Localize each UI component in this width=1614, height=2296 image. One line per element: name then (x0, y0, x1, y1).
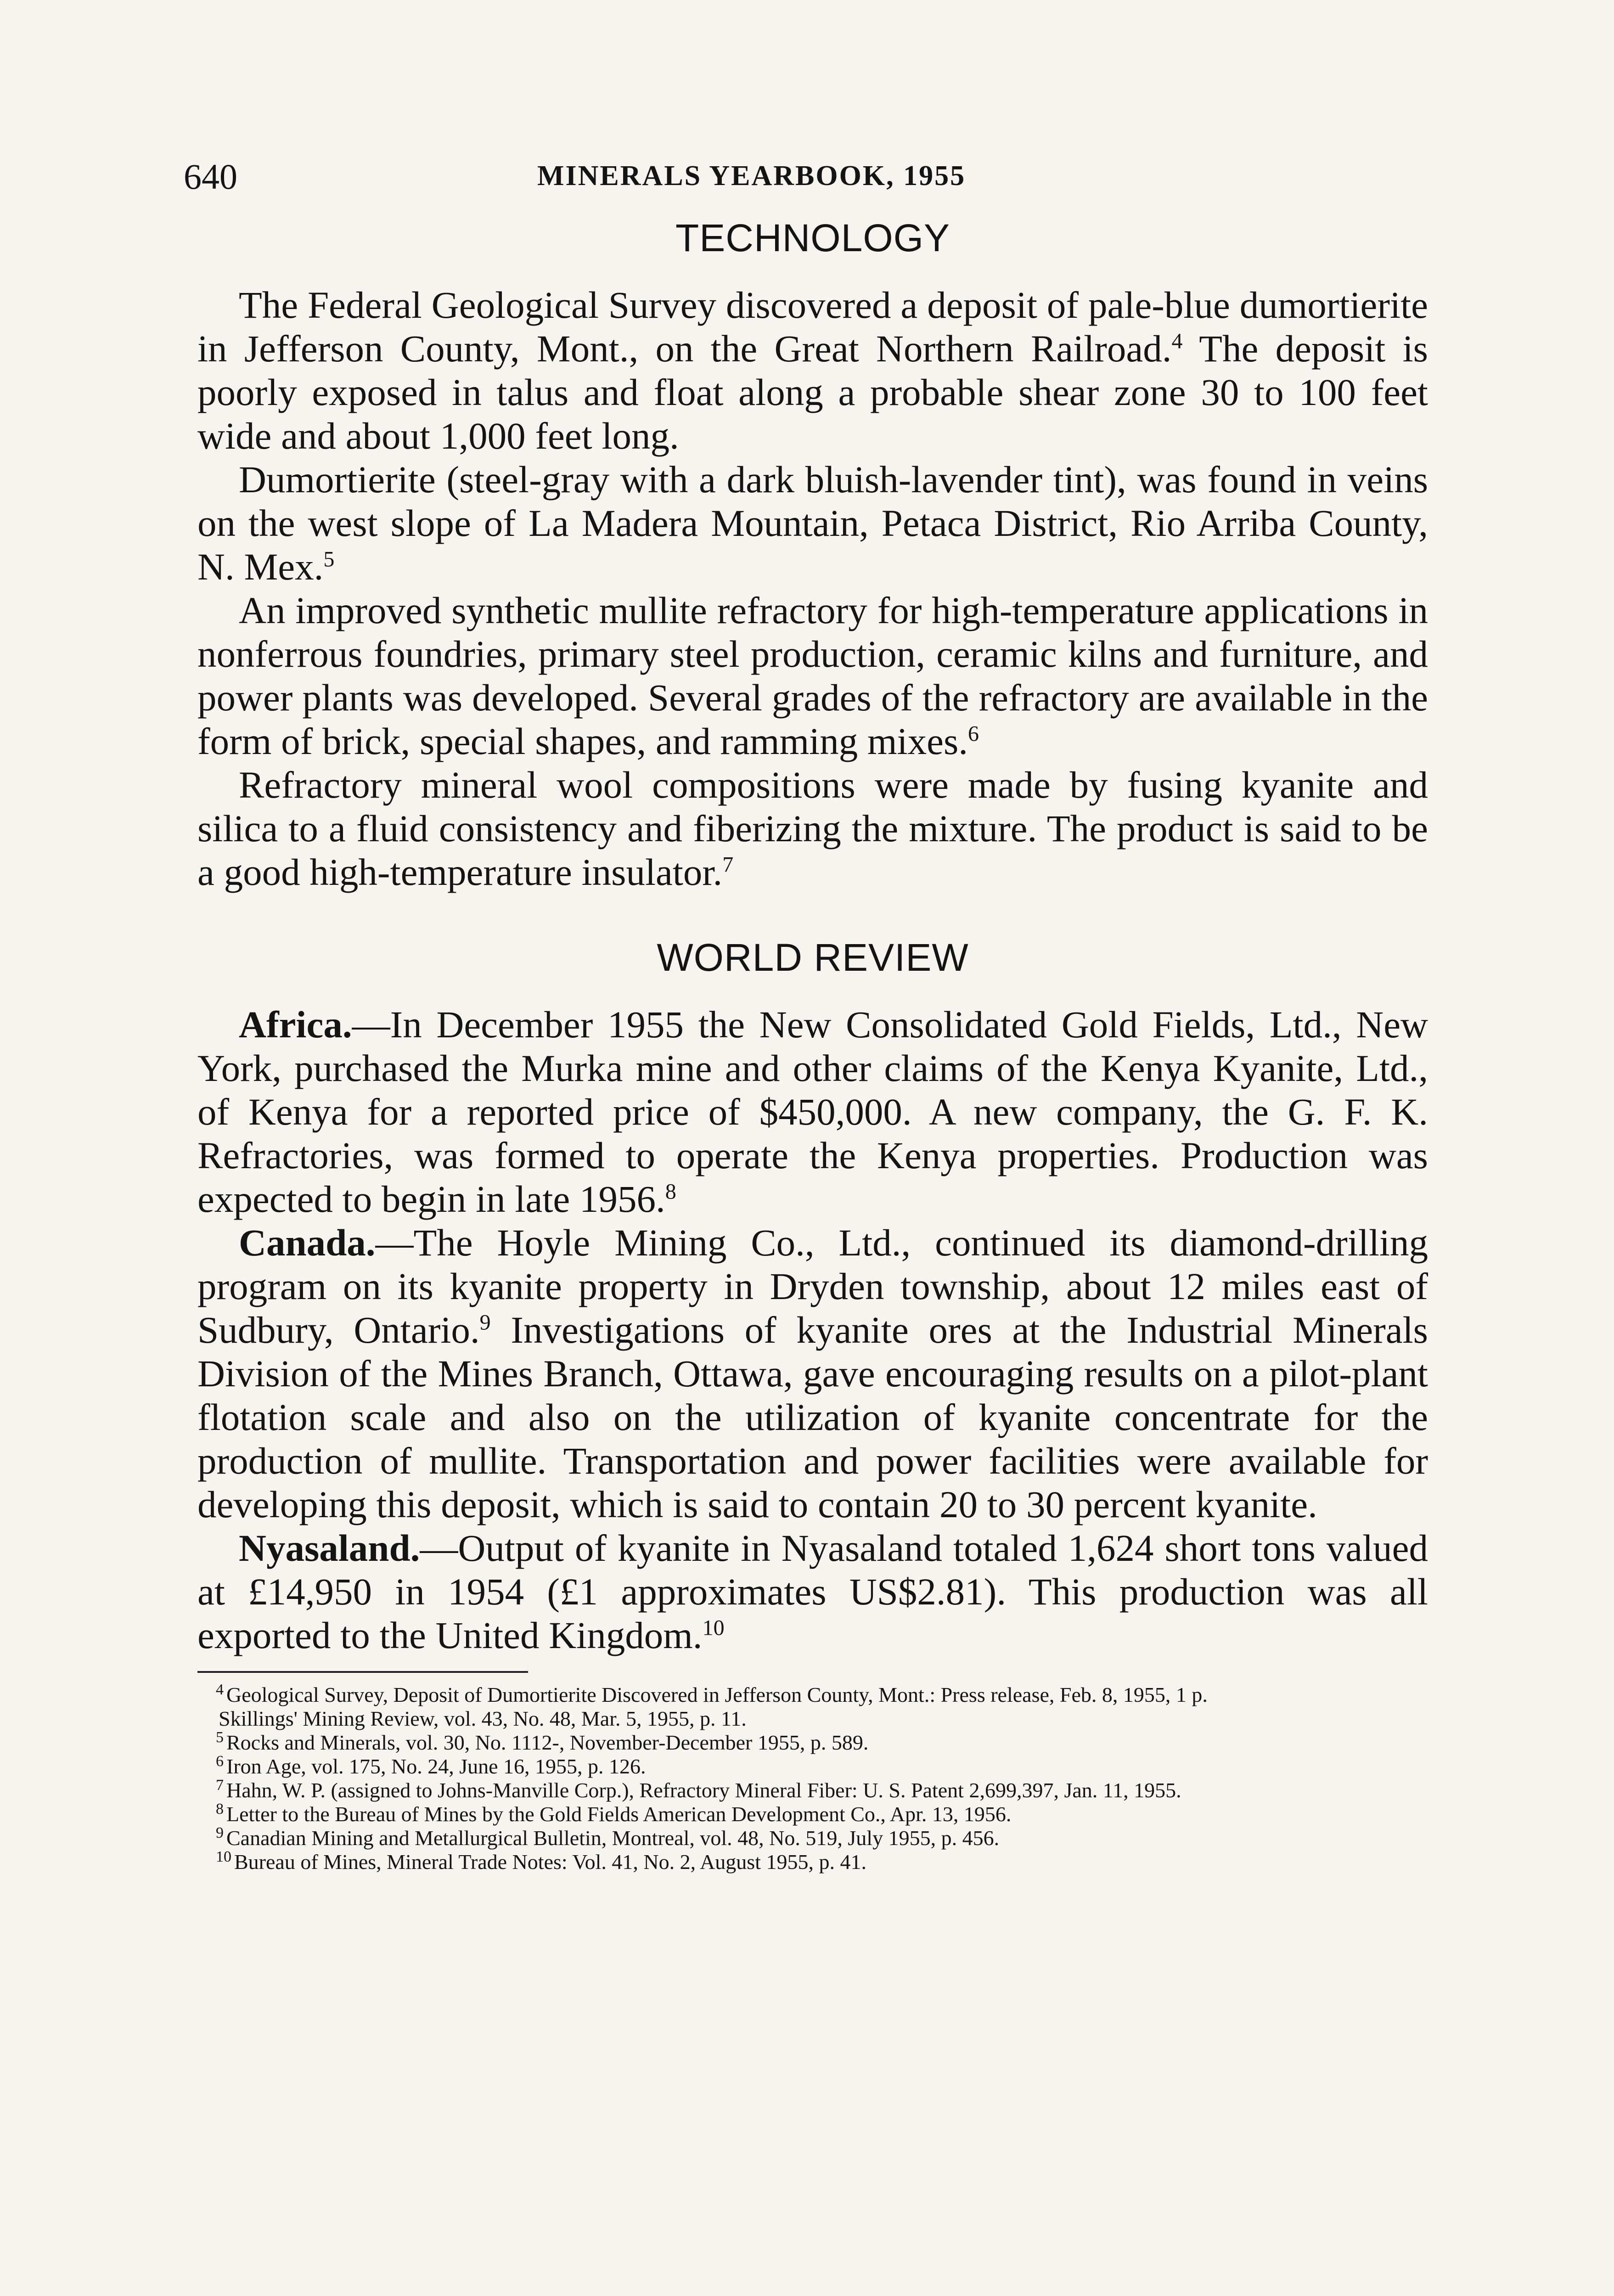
footnote-text: Bureau of Mines, Mineral Trade Notes: Vol. 41, No. 2, August 1955, p. 41. (234, 1850, 866, 1874)
footnote-ref: 4 (1171, 329, 1183, 354)
page-number: 640 (184, 157, 237, 197)
paragraph (197, 283, 1428, 458)
paragraph-text: —In December 1955 the New Consolidated Gold Fields, Ltd., New York, purchased the Murka mine and other claims of the Kenya Kyanite, Ltd., of Kenya for a reported price of $450,000. A new company, the G. F. K. Refractories, was formed to operate the Kenya properties. Production was expected to begin in late 1956. (197, 1003, 1428, 1220)
footnote-ref: 7 (722, 852, 734, 877)
footnotes (197, 1683, 1428, 1874)
paragraph-text: Investigations of kyanite ores at the Industrial Minerals Division of the Mines Branch, Ottawa, gave encouraging results on a pilot-plant flotation scale and also on the utilization of kyanite concentrate for the production of mullite. Transportation and power facilities were available for developing this deposit, which is said to contain 20 to 30 percent kyanite. (197, 1309, 1428, 1525)
running-head (184, 147, 1428, 202)
footnote-number: 5 (216, 1728, 224, 1746)
paragraph-text: —The Hoyle Mining Co., Ltd., continued its diamond-drilling program on its kyanite property in Dryden township, about 12 miles east of Sudbury, Ontario. (197, 1221, 1428, 1351)
footnote-number: 7 (216, 1776, 224, 1794)
footnote-number: 8 (216, 1800, 224, 1818)
footnote (197, 1752, 1428, 1778)
paragraph-text: —Output of kyanite in Nyasaland totaled 1,624 short tons valued at £14,950 in 1954 (£1 approximates US$2.81). This production was all exported to the United Kingdom. (197, 1527, 1428, 1656)
document-page (184, 147, 1428, 1874)
footnote-ref: 8 (665, 1179, 676, 1204)
footnote (197, 1778, 1428, 1802)
country-lead: Africa. (239, 1003, 352, 1046)
paragraph (197, 589, 1428, 763)
country-lead: Nyasaland. (239, 1527, 420, 1569)
technology-section (197, 283, 1428, 894)
paragraph (197, 1526, 1428, 1657)
footnote-text: Skillings' Mining Review, vol. 43, No. 48, Mar. 5, 1955, p. 11. (219, 1707, 747, 1730)
footnote-text: Rocks and Minerals, vol. 30, No. 1112-, November-December 1955, p. 589. (226, 1731, 869, 1754)
footnote-ref: 5 (323, 547, 335, 572)
footnote-number: 6 (216, 1752, 224, 1770)
section-heading-world-review: WORLD REVIEW (657, 936, 969, 979)
footnote (197, 1683, 1428, 1707)
footnote-text: Letter to the Bureau of Mines by the Gold Fields American Development Co., Apr. 13, 1956. (226, 1802, 1012, 1826)
footnote-divider (197, 1671, 528, 1673)
footnote-text: Hahn, W. P. (assigned to Johns-Manville Corp.), Refractory Mineral Fiber: U. S. Patent 2,699,397, Jan. 11, 1955. (226, 1778, 1181, 1802)
country-lead: Canada. (239, 1221, 376, 1264)
footnote-text: Canadian Mining and Metallurgical Bulletin, Montreal, vol. 48, No. 519, July 1955, p. 456. (226, 1826, 1000, 1850)
paragraph (197, 458, 1428, 589)
footnote (197, 1850, 1428, 1874)
paragraph-text: Dumortierite (steel-gray with a dark bluish-lavender tint), was found in veins on the west slope of La Madera Mountain, Petaca District, Rio Arriba County, N. Mex. (197, 458, 1428, 588)
paragraph (197, 763, 1428, 894)
footnote (197, 1707, 1428, 1731)
paragraph (197, 1003, 1428, 1221)
footnote (197, 1728, 1428, 1755)
footnote (197, 1802, 1428, 1826)
footnote-text: Iron Age, vol. 175, No. 24, June 16, 1955, p. 126. (226, 1755, 646, 1778)
footnote-ref: 10 (702, 1615, 725, 1640)
footnote-number: 10 (216, 1848, 231, 1865)
footnote-ref: 9 (479, 1310, 491, 1335)
footnote-text: Geological Survey, Deposit of Dumortierite Discovered in Jefferson County, Mont.: Press release, Feb. 8, 1955, 1 p. (226, 1683, 1208, 1706)
footnote-ref: 6 (968, 721, 979, 746)
paragraph-text: The deposit is poorly exposed in talus and float along a probable shear zone 30 to 100 feet wide and about 1,000 feet long. (197, 327, 1428, 457)
paragraph-text: An improved synthetic mullite refractory for high-temperature applications in nonferrous foundries, primary steel production, ceramic kilns and furniture, and power plants was developed. Several grades of the refractory are available in the form of brick, special shapes, and ramming mixes. (197, 589, 1428, 762)
paragraph-text: The Federal Geological Survey discovered a deposit of pale-blue dumortierite in Jefferson County, Mont., on the Great Northern Railroad. (197, 284, 1428, 370)
paragraph-text: Refractory mineral wool compositions were made by fusing kyanite and silica to a fluid consistency and fiberizing the mixture. The product is said to be a good high-temperature insulator. (197, 764, 1428, 893)
paragraph (197, 1221, 1428, 1526)
running-title: MINERALS YEARBOOK, 1955 (537, 160, 966, 191)
footnote-number: 4 (216, 1681, 224, 1698)
footnote (197, 1826, 1428, 1850)
section-heading-technology: TECHNOLOGY (675, 216, 950, 259)
footnote-number: 9 (216, 1824, 224, 1841)
world-review-section (197, 1003, 1428, 1657)
